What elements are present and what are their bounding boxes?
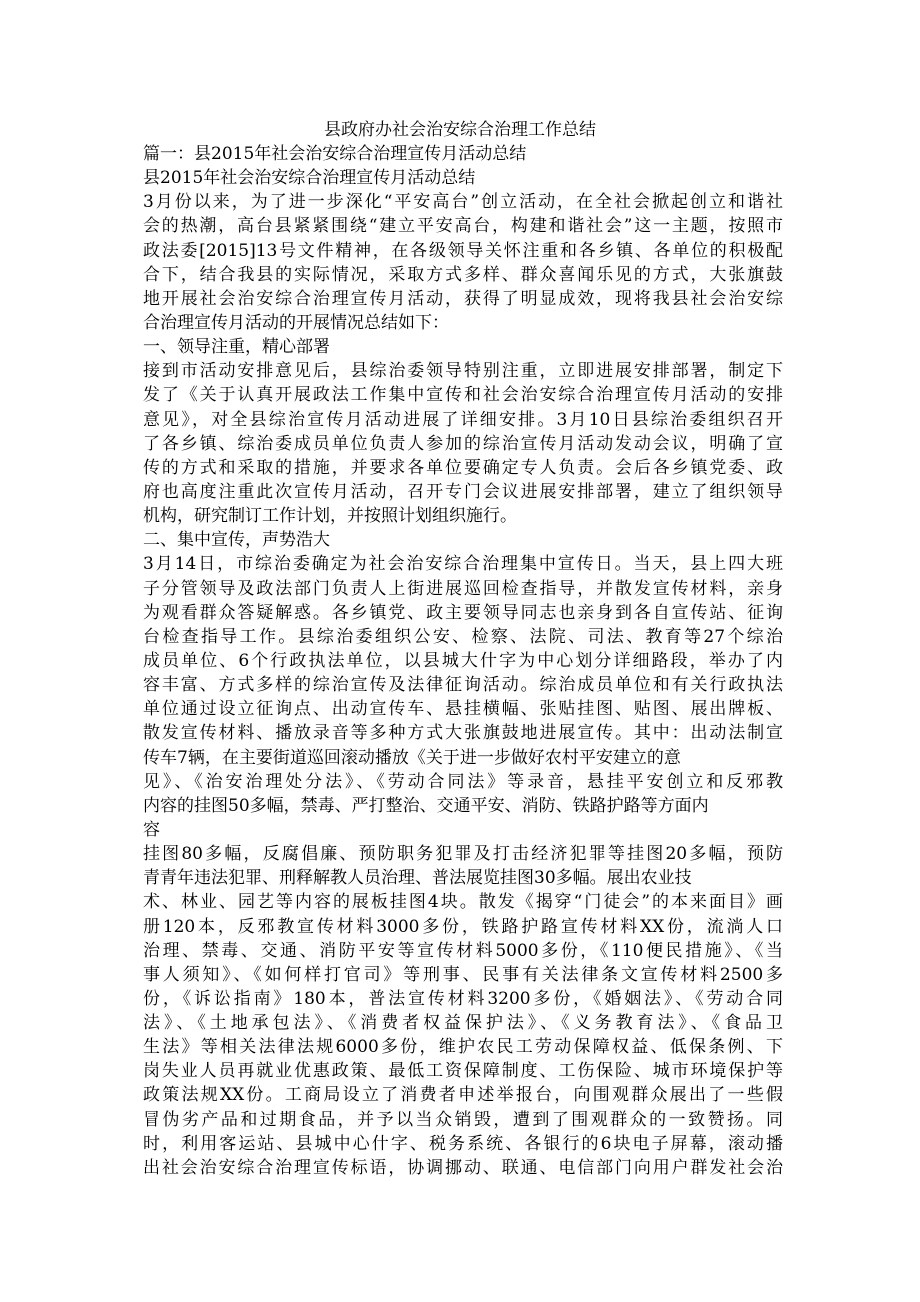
text-line: 传的方式和采取的措施，并要求各单位要确定专人负责。会后各乡镇党委、政: [143, 457, 783, 478]
text-line: 地开展社会治安综合治理宣传月活动，获得了明显成效，现将我县社会治安综: [143, 288, 783, 309]
text-line: 份，《诉讼指南》180本，普法宣传材料3200多份，《婚姻法》、《劳动合同: [143, 988, 783, 1009]
text-line: 时，利用客运站、县城中心什字、税务系统、各银行的6块电子屏幕，滚动播: [143, 1133, 783, 1154]
text-line: 了各乡镇、综治委成员单位负责人参加的综治宣传月活动发动会议，明确了宣: [143, 433, 783, 454]
text-line: 意见》，对全县综治宣传月活动进展了详细安排。3月10日县综治委组织召开: [143, 409, 783, 430]
text-line: 子分管领导及政法部门负责人上街进展巡回检查指导，并散发宣传材料，亲身: [143, 578, 783, 599]
text-line: 发了《关于认真开展政法工作集中宣传和社会治安综合治理宣传月活动的安排: [143, 385, 783, 406]
text-line: 出社会治安综合治理宣传标语，协调挪动、联通、电信部门向用户群发社会治: [143, 1157, 783, 1178]
document-title: 县政府办社会治安综合治理工作总结: [324, 120, 596, 140]
text-line: 3月14日，市综治委确定为社会治安综合治理集中宣传日。当天，县上四大班: [143, 554, 783, 575]
text-line: 事人须知》、《如何样打官司》等刑事、民事有关法律条文宣传材料2500多: [143, 964, 783, 985]
text-line: 岗失业人员再就业优惠政策、最低工资保障制度、工伤保险、城市环境保护等: [143, 1061, 783, 1082]
text-line: 冒伪劣产品和过期食品，并予以当众销毁，遭到了围观群众的一致赞扬。同: [143, 1109, 783, 1130]
text-line: 二、集中宣传，声势浩大: [143, 530, 330, 551]
text-line: 接到市活动安排意见后，县综治委领导特别注重，立即进展安排部署，制定下: [143, 361, 783, 382]
text-line: 成员单位、6个行政执法单位，以县城大什字为中心划分详细路段，举办了内: [143, 650, 783, 671]
text-line: 府也高度注重此次宣传月活动，召开专门会议进展安排部署，建立了组织领导: [143, 481, 783, 502]
text-line: 政策法规XX份。工商局设立了消费者申述举报台，向围观群众展出了一些假: [143, 1085, 783, 1106]
text-line: 政法委[2015]13号文件精神，在各级领导关怀注重和各乡镇、各单位的积极配: [143, 240, 783, 261]
text-line: 生法》等相关法律法规6000多份，维护农民工劳动保障权益、低保条例、下: [143, 1037, 783, 1058]
text-line: 见》、《治安治理处分法》、《劳动合同法》等录音，悬挂平安创立和反邪教: [143, 771, 783, 792]
document-body: [143, 142, 783, 1180]
text-line: 内容的挂图50多幅，禁毒、严打整治、交通平安、消防、铁路护路等方面内: [143, 795, 709, 816]
text-line: 治理、禁毒、交通、消防平安等宣传材料5000多份，《110便民措施》、《当: [143, 940, 783, 961]
text-line: 术、林业、园艺等内容的展板挂图4块。散发《揭穿“门徒会”的本来面目》画: [143, 892, 783, 913]
text-line: 合治理宣传月活动的开展情况总结如下：: [143, 312, 449, 333]
text-line: 篇一：县2015年社会治安综合治理宣传月活动总结: [143, 144, 527, 164]
text-line: 册120本，反邪教宣传材料3000多份，铁路护路宣传材料XX份，流淌人口: [143, 916, 783, 937]
text-line: 县2015年社会治安综合治理宣传月活动总结: [143, 168, 476, 189]
text-line: 散发宣传材料、播放录音等多种方式大张旗鼓地进展宣传。其中：出动法制宣: [143, 723, 783, 744]
text-line: 3月份以来，为了进一步深化“平安高台”创立活动，在全社会掀起创立和谐社: [143, 192, 783, 213]
text-line: 单位通过设立征询点、出动宣传车、悬挂横幅、张贴挂图、贴图、展出牌板、: [143, 699, 783, 720]
text-line: 一、领导注重，精心部署: [143, 337, 330, 358]
text-line: 机构，研究制订工作计划，并按照计划组织施行。: [143, 506, 517, 527]
text-line: 青青年违法犯罪、刑释解教人员治理、普法展览挂图30多幅。展出农业技: [143, 868, 692, 889]
text-line: 传车7辆，在主要街道巡回滚动播放《关于进一步做好农村平安建立的意: [143, 747, 681, 768]
text-line: 容丰富、方式多样的综治宣传及法律征询活动。综治成员单位和有关行政执法: [143, 675, 783, 696]
text-line: 法》、《土地承包法》、《消费者权益保护法》、《义务教育法》、《食品卫: [143, 1013, 783, 1034]
text-line: 容: [143, 819, 160, 840]
text-line: 会的热潮，高台县紧紧围绕“建立平安高台，构建和谐社会”这一主题，按照市: [143, 216, 783, 237]
text-line: 合下，结合我县的实际情况，采取方式多样、群众喜闻乐见的方式，大张旗鼓: [143, 264, 783, 285]
text-line: 为观看群众答疑解惑。各乡镇党、政主要领导同志也亲身到各自宣传站、征询: [143, 602, 783, 623]
text-line: 台检查指导工作。县综治委组织公安、检察、法院、司法、教育等27个综治: [143, 626, 783, 647]
text-line: 挂图80多幅，反腐倡廉、预防职务犯罪及打击经济犯罪等挂图20多幅，预防: [143, 844, 783, 865]
